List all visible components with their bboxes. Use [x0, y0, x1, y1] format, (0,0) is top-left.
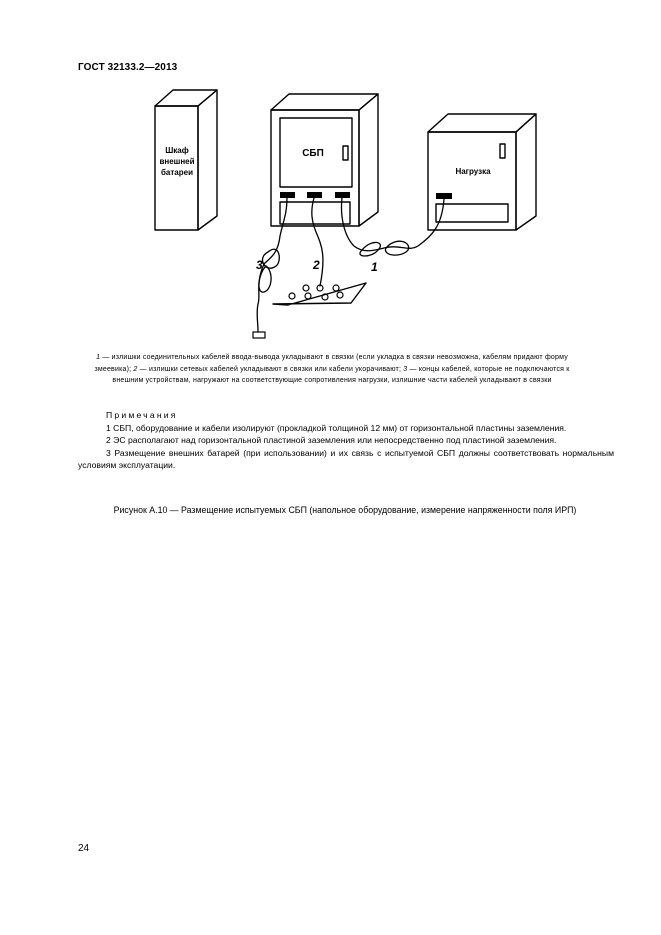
- document-header: ГОСТ 32133.2—2013: [78, 62, 178, 73]
- note-item: 2 ЭС располагают над горизонтальной пластиной заземления или непосредственно под пластиной заземления.: [106, 435, 557, 446]
- note-item: 3 Размещение внешних батарей (при использовании) и их связь с испытуемой СБП должны соответствовать нормальным условиям эксплуатации.: [78, 447, 614, 471]
- battery-label-line3: батареи: [160, 168, 194, 177]
- page-number: 24: [78, 843, 90, 854]
- ups-label: СБП: [302, 148, 324, 159]
- cable-terminator: [253, 332, 265, 338]
- figure-caption: Рисунок А.10 — Размещение испытуемых СБП (напольное оборудование, измерение напряженности поля ИРП): [113, 505, 577, 515]
- legend-number-1: 1: [96, 354, 101, 361]
- callout-1: 1: [371, 260, 378, 274]
- cable-2: [312, 198, 323, 286]
- legend-text-2: — излишки сетевых кабелей укладывают в связки или кабели укорачивают;: [137, 365, 404, 373]
- ups-connector-mid: [307, 192, 322, 198]
- battery-label-line2: внешней: [159, 157, 195, 166]
- equipment-layout-figure: [140, 86, 560, 356]
- notes-section: [78, 409, 614, 472]
- ups-connector-left: [280, 192, 295, 198]
- callout-3: 3: [256, 258, 263, 272]
- legend-number-3: 3: [403, 365, 408, 373]
- load-connector: [436, 193, 452, 199]
- legend-number-2: 2: [133, 365, 138, 373]
- battery-label-line1: Шкаф: [165, 146, 189, 155]
- note-item: 1 СБП, оборудование и кабели изолируют (прокладкой толщиной 12 мм) от горизонтальной пластины заземления.: [106, 422, 567, 433]
- legend-text-3: — концы кабелей, которые не подключаются к внешним устройствам, нагружают на соответствующие сопротивления нагрузки, излишние части кабелей укладывают в связки: [112, 365, 570, 384]
- figure-legend: [80, 352, 584, 387]
- load-label: Нагрузка: [455, 167, 491, 176]
- ups-indicator: [343, 146, 348, 160]
- notes-title: Примечания: [106, 410, 178, 420]
- load-indicator: [500, 144, 505, 158]
- callout-2: 2: [313, 258, 320, 272]
- equipment-layout-diagram: [140, 86, 560, 356]
- ups-connector-right: [335, 192, 350, 198]
- legend-text-1: — излишки соединительных кабелей ввода-вывода укладывают в связки (если укладка в связки невозможна, кабелям придают форму змеевика);: [94, 354, 568, 373]
